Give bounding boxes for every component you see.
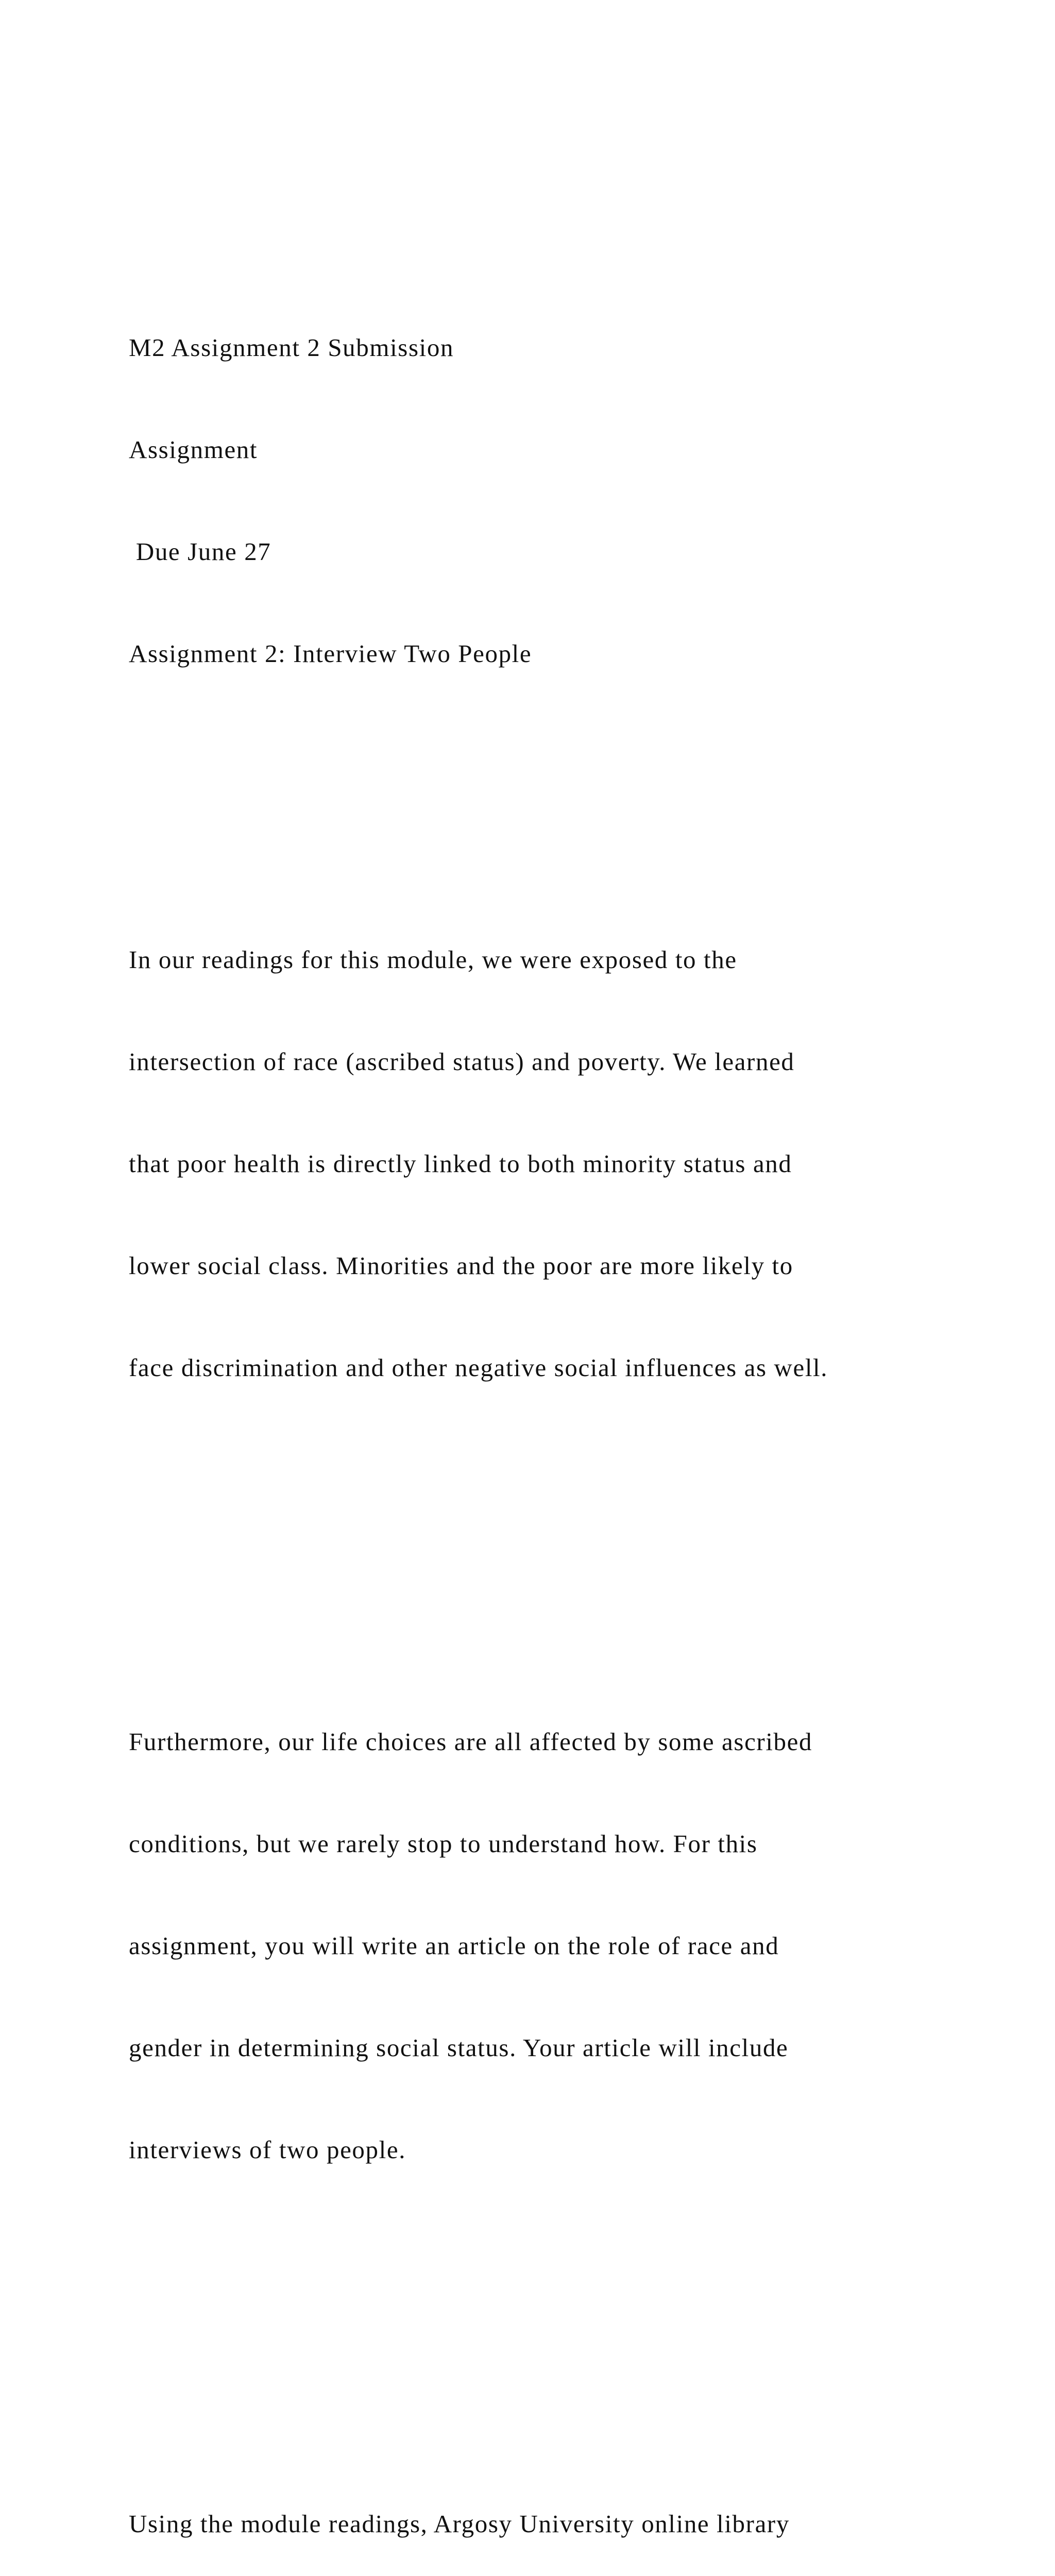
paragraph-line: conditions, but we rarely stop to understand how. For this (129, 1829, 758, 1858)
submission-title: M2 Assignment 2 Submission (129, 333, 454, 362)
spacer (129, 739, 1015, 773)
paragraph-line: face discrimination and other negative social influences as well. (129, 1353, 828, 1382)
paragraph-intro (129, 875, 1015, 1453)
paragraph-line: that poor health is directly linked to both minority status and (129, 1149, 792, 1178)
paragraph-context (129, 1657, 1015, 2235)
spacer (129, 1521, 1015, 1555)
assignment-title: Assignment 2: Interview Two People (129, 639, 532, 668)
paragraph-line: lower social class. Minorities and the poor are more likely to (129, 1251, 793, 1280)
paragraph-line: assignment, you will write an article on the role of race and (129, 1931, 779, 1960)
spacer (129, 2303, 1015, 2337)
paragraph-line: Using the module readings, Argosy University online library (129, 2510, 790, 2538)
document-text (129, 263, 1015, 2576)
paragraph-line: gender in determining social status. Your article will include (129, 2033, 789, 2062)
paragraph-line: Furthermore, our life choices are all affected by some ascribed (129, 1727, 813, 1756)
type-label: Assignment (129, 435, 258, 464)
paragraph-line: intersection of race (ascribed status) and poverty. We learned (129, 1047, 795, 1076)
paragraph-line: In our readings for this module, we were exposed to the (129, 945, 737, 974)
paragraph-instructions (129, 2439, 1015, 2576)
paragraph-line: interviews of two people. (129, 2136, 406, 2164)
due-date: Due June 27 (129, 537, 271, 566)
